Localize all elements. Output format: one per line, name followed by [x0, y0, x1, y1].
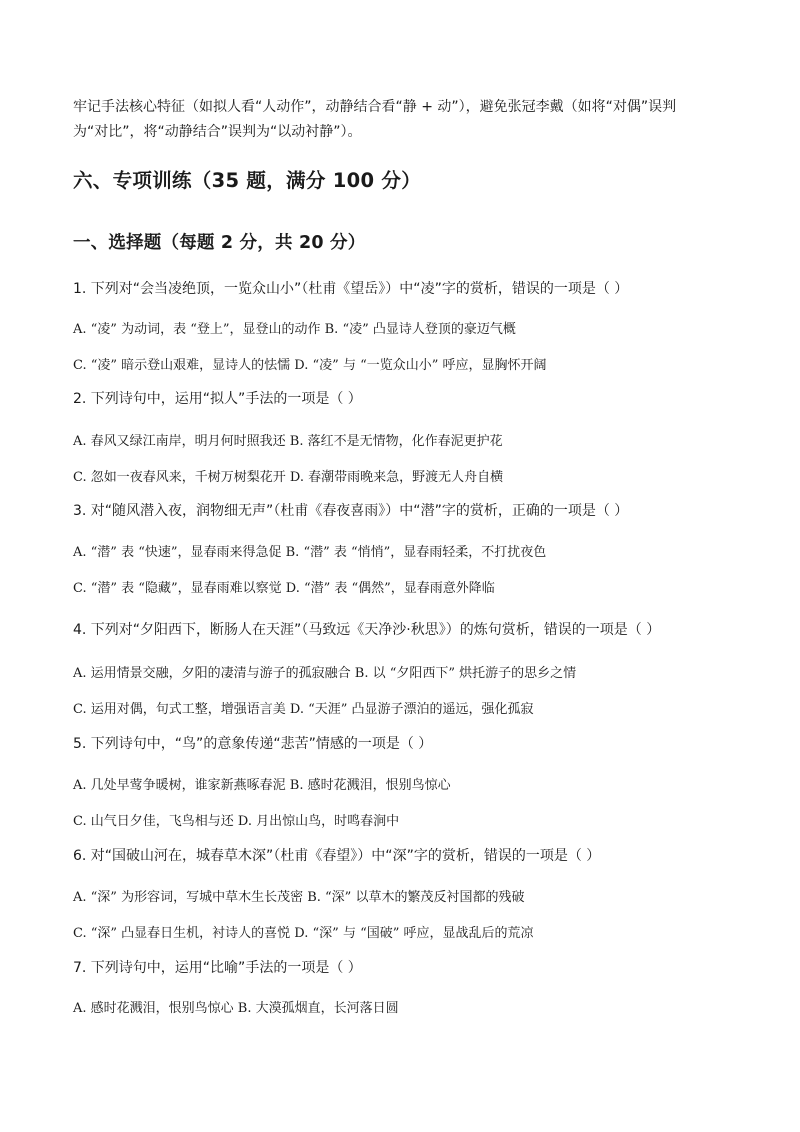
intro-line-1: 牢记手法核心特征（如拟人看“人动作”，动静结合看“静 + 动”），避免张冠李戴（如将“对偶”误判: [73, 99, 677, 115]
question-options-cd: C. “深” 凸显春日生机，衬诗人的喜悦 D. “深” 与 “国破” 呼应，显战乱后的荒凉: [73, 926, 534, 941]
subsection-title: 一、选择题（每题 2 分，共 20 分）: [73, 233, 366, 253]
question-options-cd: C. 忽如一夜春风来，千树万树梨花开 D. 春潮带雨晚来急，野渡无人舟自横: [73, 470, 504, 485]
question-stem: 1. 下列对“会当凌绝顶，一览众山小”（杜甫《望岳》）中“凌”字的赏析，错误的一项是（ ）: [73, 281, 629, 297]
intro-line-2: 为“对比”，将“动静结合”误判为“以动衬静”）。: [73, 124, 362, 140]
question-stem: 6. 对“国破山河在，城春草木深”（杜甫《春望》）中“深”字的赏析，错误的一项是（ ）: [73, 848, 601, 864]
question-options-cd: C. “凌” 暗示登山艰难，显诗人的怯懦 D. “凌” 与 “一览众山小” 呼应，显胸怀开阔: [73, 358, 547, 373]
question-stem: 7. 下列诗句中，运用“比喻”手法的一项是（ ）: [73, 960, 362, 976]
question-options-cd: C. 运用对偶，句式工整，增强语言美 D. “天涯” 凸显游子漂泊的遥远，强化孤寂: [73, 702, 534, 717]
section-title: 六、专项训练（35 题，满分 100 分）: [73, 169, 422, 192]
question-stem: 3. 对“随风潜入夜，润物细无声”（杜甫《春夜喜雨》）中“潜”字的赏析，正确的一项是（ ）: [73, 503, 629, 519]
question-options-ab: A. 春风又绿江南岸，明月何时照我还 B. 落红不是无情物，化作春泥更护花: [73, 434, 503, 449]
question-options-cd: C. 山气日夕佳，飞鸟相与还 D. 月出惊山鸟，时鸣春涧中: [73, 814, 400, 829]
question-options-ab: A. 几处早莺争暖树，谁家新燕啄春泥 B. 感时花溅泪，恨别鸟惊心: [73, 778, 451, 793]
question-stem: 4. 下列对“夕阳西下，断肠人在天涯”（马致远《天净沙·秋思》）的炼句赏析，错误的一项是（ ）: [73, 622, 661, 638]
question-options-cd: C. “潜” 表 “隐藏”，显春雨难以察觉 D. “潜” 表 “偶然”，显春雨意外降临: [73, 581, 495, 596]
question-stem: 2. 下列诗句中，运用“拟人”手法的一项是（ ）: [73, 391, 362, 407]
question-options-ab: A. 运用情景交融，夕阳的凄清与游子的孤寂融合 B. 以 “夕阳西下” 烘托游子的思乡之情: [73, 666, 577, 681]
question-options-ab: A. “凌” 为动词，表 “登上”，显登山的动作 B. “凌” 凸显诗人登顶的豪迈气概: [73, 322, 516, 337]
question-options-ab: A. 感时花溅泪，恨别鸟惊心 B. 大漠孤烟直，长河落日圆: [73, 1001, 399, 1016]
question-options-ab: A. “潜” 表 “快速”，显春雨来得急促 B. “潜” 表 “悄悄”，显春雨轻柔，不打扰夜色: [73, 545, 547, 560]
question-options-ab: A. “深” 为形容词，写城中草木生长茂密 B. “深” 以草木的繁茂反衬国都的残破: [73, 890, 525, 905]
question-stem: 5. 下列诗句中，“鸟”的意象传递“悲苦”情感的一项是（ ）: [73, 736, 433, 752]
